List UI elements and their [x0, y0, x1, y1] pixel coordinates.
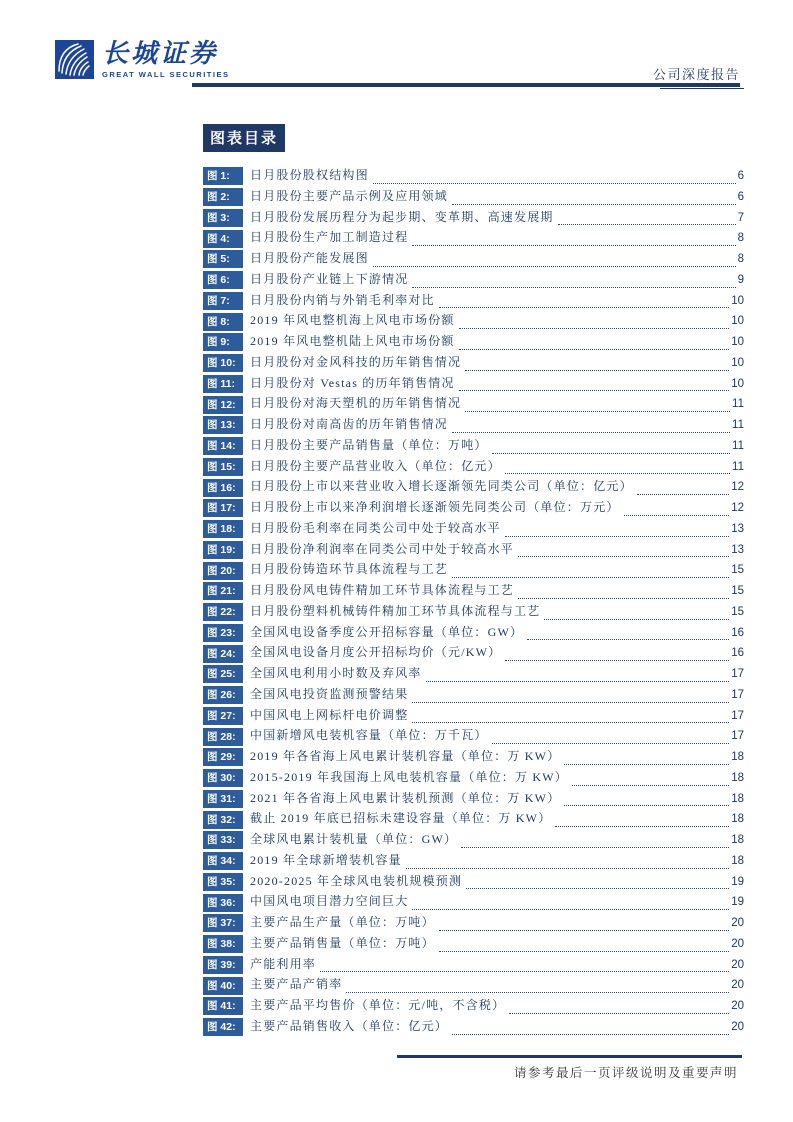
- figure-title: 主要产品产销率: [250, 977, 343, 992]
- figure-label-chip: 图 14:: [203, 437, 243, 455]
- figure-title: 日月股份塑料机械铸件精加工环节具体流程与工艺: [250, 603, 541, 618]
- page-number: 17: [731, 730, 744, 743]
- figure-label-chip: 图 35:: [203, 873, 243, 891]
- figure-title: 2019 年风电整机陆上风电市场份额: [250, 334, 455, 348]
- page-number: 18: [731, 751, 744, 763]
- page-number: 18: [731, 834, 744, 846]
- figure-label-chip: 图 28:: [203, 728, 243, 746]
- toc-entry[interactable]: [203, 955, 744, 976]
- toc-entry[interactable]: [203, 540, 744, 561]
- toc-entry[interactable]: [203, 623, 744, 644]
- dot-leader: [452, 204, 736, 205]
- toc-entry[interactable]: [203, 872, 744, 893]
- page-number: 8: [737, 232, 744, 245]
- figure-title: 主要产品销售收入（单位：亿元）: [250, 1018, 449, 1033]
- toc-entry[interactable]: [203, 809, 744, 830]
- page-number: 9: [737, 273, 744, 286]
- figure-title: 全国风电投资监测预警结果: [250, 686, 409, 701]
- dot-leader: [373, 266, 736, 267]
- figure-label-chip: 图 4:: [203, 230, 243, 248]
- page-number: 17: [731, 668, 744, 680]
- toc-entry[interactable]: [203, 975, 744, 996]
- toc-entry[interactable]: [203, 602, 744, 623]
- toc-entry[interactable]: [203, 477, 744, 498]
- toc-entry[interactable]: [203, 415, 744, 436]
- dot-leader: [492, 743, 730, 744]
- dot-leader: [509, 1013, 729, 1014]
- dot-leader: [505, 660, 729, 661]
- toc-entry[interactable]: [203, 353, 744, 374]
- dot-leader: [459, 328, 730, 329]
- header-rule-thin: [660, 88, 744, 89]
- dot-leader: [412, 702, 729, 703]
- figure-label-chip: 图 32:: [203, 811, 243, 829]
- page-number: 18: [731, 854, 744, 867]
- dot-leader: [527, 639, 729, 640]
- dot-leader: [518, 598, 729, 599]
- page-number: 18: [731, 792, 744, 805]
- page-number: 16: [731, 647, 744, 660]
- figure-label-chip: 图 33:: [203, 831, 243, 849]
- toc-entry[interactable]: [203, 913, 744, 934]
- dot-leader: [505, 473, 730, 474]
- figure-label-chip: 图 36:: [203, 894, 243, 912]
- dot-leader: [459, 390, 730, 391]
- figure-title: 日月股份股权结构图: [250, 168, 369, 182]
- page-number: 10: [731, 336, 744, 348]
- figure-label-chip: 图 40:: [203, 977, 243, 995]
- dot-leader: [439, 930, 729, 931]
- toc-entry[interactable]: [203, 249, 744, 270]
- dot-leader: [518, 556, 729, 557]
- figure-title: 截止 2019 年底已招标未建设容量（单位：万 KW）: [250, 811, 552, 826]
- toc-entry[interactable]: [203, 726, 744, 747]
- page-number: 18: [731, 813, 744, 826]
- dot-leader: [465, 411, 730, 412]
- figure-title: 日月股份风电铸件精加工环节具体流程与工艺: [250, 583, 515, 597]
- dot-leader: [426, 681, 730, 682]
- header-rule: [192, 83, 740, 87]
- page-number: 10: [731, 294, 744, 307]
- toc-list: [203, 166, 744, 1038]
- toc-entry[interactable]: [203, 187, 744, 208]
- page-number: 10: [731, 356, 744, 369]
- figure-title: 全国风电设备月度公开招标均价（元/KW）: [250, 645, 502, 660]
- toc-entry[interactable]: [203, 830, 744, 851]
- figure-title: 全国风电利用小时数及弃风率: [250, 666, 422, 680]
- brand-logo: [55, 40, 229, 79]
- figure-title: 日月股份产业链上下游情况: [250, 271, 409, 286]
- dot-leader: [572, 785, 729, 786]
- dot-leader: [564, 805, 729, 806]
- figure-label-chip: 图 15:: [203, 458, 243, 476]
- figure-label-chip: 图 34:: [203, 852, 243, 870]
- brand-logo-icon: [55, 40, 94, 79]
- figure-title: 日月股份主要产品销售量（单位：万吨）: [250, 437, 488, 452]
- figure-label-chip: 图 11:: [203, 375, 243, 393]
- page-number: 7: [737, 211, 744, 224]
- figure-title: 主要产品销售量（单位：万吨）: [250, 935, 435, 950]
- figure-title: 日月股份生产加工制造过程: [250, 230, 409, 245]
- brand-logo-text: [102, 40, 229, 79]
- page-number: 13: [731, 522, 744, 535]
- figure-title: 日月股份主要产品示例及应用领域: [250, 188, 449, 203]
- figure-title: 日月股份对 Vestas 的历年销售情况: [250, 375, 455, 390]
- toc-entry[interactable]: [203, 706, 744, 727]
- dot-leader: [505, 536, 729, 537]
- page-number: 15: [731, 605, 744, 618]
- page-number: 17: [731, 688, 744, 701]
- figure-label-chip: 图 9:: [203, 333, 243, 351]
- figure-title: 中国风电上网标杆电价调整: [250, 707, 409, 722]
- figure-label-chip: 图 38:: [203, 935, 243, 953]
- page-number: 12: [731, 502, 744, 514]
- figure-label-chip: 图 39:: [203, 956, 243, 974]
- report-type-label: 公司深度报告: [652, 67, 740, 82]
- figure-label-chip: 图 30:: [203, 769, 243, 787]
- dot-leader: [564, 764, 729, 765]
- page-number: 20: [731, 1000, 744, 1012]
- page-number: 19: [731, 875, 744, 888]
- dot-leader: [544, 619, 729, 620]
- dot-leader: [452, 432, 730, 433]
- figure-label-chip: 图 29:: [203, 748, 243, 766]
- dot-leader: [465, 370, 729, 371]
- page-number: 6: [737, 190, 744, 203]
- page-number: 16: [731, 626, 744, 639]
- page-number: 10: [731, 315, 744, 328]
- toc-entry[interactable]: [203, 1017, 744, 1038]
- dot-leader: [412, 245, 735, 246]
- figure-label-chip: 图 5:: [203, 250, 243, 268]
- dot-leader: [320, 971, 729, 972]
- figure-label-chip: 图 20:: [203, 562, 243, 580]
- figure-title: 日月股份产能发展图: [250, 251, 369, 265]
- page-number: 20: [731, 958, 744, 971]
- dot-leader: [555, 826, 729, 827]
- toc-entry[interactable]: [203, 332, 744, 353]
- footer-rule: [397, 1055, 742, 1058]
- figure-label-chip: 图 2:: [203, 188, 243, 206]
- dot-leader: [439, 307, 729, 308]
- page-number: 13: [731, 543, 744, 556]
- toc-entry[interactable]: [203, 643, 744, 664]
- figure-title: 日月股份对海天塑机的历年销售情况: [250, 396, 462, 411]
- figure-title: 中国风电项目潜力空间巨大: [250, 894, 409, 909]
- figure-label-chip: 图 21:: [203, 582, 243, 600]
- figure-title: 2019 年风电整机海上风电市场份额: [250, 313, 455, 328]
- figure-title: 2021 年各省海上风电累计装机预测（单位：万 KW）: [250, 790, 561, 805]
- toc-entry[interactable]: [203, 270, 744, 291]
- figure-title: 全球风电累计装机量（单位：GW）: [250, 832, 458, 846]
- toc-entry[interactable]: [203, 166, 744, 187]
- figure-title: 2020-2025 年全球风电装机规模预测: [250, 873, 463, 888]
- figure-label-chip: 图 13:: [203, 416, 243, 434]
- figure-title: 2015-2019 年我国海上风电装机容量（单位：万 KW）: [250, 769, 568, 784]
- dot-leader: [412, 909, 729, 910]
- figure-title: 主要产品平均售价（单位：元/吨，不含税）: [250, 998, 506, 1012]
- toc-entry[interactable]: [203, 581, 744, 602]
- figure-title: 日月股份发展历程分为起步期、变革期、高速发展期: [250, 209, 554, 224]
- page-number: 20: [731, 917, 744, 929]
- page-number: 19: [731, 896, 744, 909]
- toc-entry[interactable]: [203, 789, 744, 810]
- toc-entry[interactable]: [203, 519, 744, 540]
- figure-label-chip: 图 24:: [203, 645, 243, 663]
- toc-entry[interactable]: [203, 851, 744, 872]
- dot-leader: [492, 453, 730, 454]
- figure-label-chip: 图 22:: [203, 603, 243, 621]
- figure-title: 日月股份铸造环节具体流程与工艺: [250, 562, 449, 577]
- page-number: 18: [731, 771, 744, 784]
- toc-entry[interactable]: [203, 747, 744, 768]
- page-number: 20: [731, 937, 744, 950]
- figure-title: 产能利用率: [250, 956, 317, 971]
- figure-label-chip: 图 41:: [203, 997, 243, 1015]
- figure-label-chip: 图 16:: [203, 479, 243, 497]
- toc-entry[interactable]: [203, 685, 744, 706]
- dot-leader: [558, 224, 736, 225]
- figure-label-chip: 图 42:: [203, 1018, 243, 1036]
- figure-label-chip: 图 6:: [203, 271, 243, 289]
- dot-leader: [637, 494, 729, 495]
- dot-leader: [459, 349, 730, 350]
- figure-label-chip: 图 17:: [203, 499, 243, 517]
- dot-leader: [406, 868, 729, 869]
- figure-label-chip: 图 1:: [203, 167, 243, 185]
- dot-leader: [466, 888, 729, 889]
- figure-title: 日月股份毛利率在同类公司中处于较高水平: [250, 520, 501, 535]
- figure-title: 主要产品生产量（单位：万吨）: [250, 915, 435, 929]
- toc-entry[interactable]: [203, 892, 744, 913]
- page-number: 15: [731, 564, 744, 577]
- dot-leader: [373, 183, 736, 184]
- figure-title: 全国风电设备季度公开招标容量（单位：GW）: [250, 624, 524, 639]
- figure-label-chip: 图 23:: [203, 624, 243, 642]
- figure-label-chip: 图 25:: [203, 665, 243, 683]
- figure-title: 日月股份净利润率在同类公司中处于较高水平: [250, 541, 515, 556]
- dot-leader: [412, 722, 729, 723]
- figure-label-chip: 图 26:: [203, 686, 243, 704]
- page-number: 20: [731, 979, 744, 992]
- dot-leader: [412, 287, 735, 288]
- toc-entry[interactable]: [203, 457, 744, 478]
- figure-label-chip: 图 10:: [203, 354, 243, 372]
- toc-entry[interactable]: [203, 208, 744, 229]
- toc-entry[interactable]: [203, 436, 744, 457]
- toc-entry[interactable]: [203, 228, 744, 249]
- dot-leader: [452, 1034, 729, 1035]
- footer-disclaimer: 请参考最后一页评级说明及重要声明: [513, 1066, 738, 1080]
- figure-label-chip: 图 8:: [203, 313, 243, 331]
- page-number: 11: [732, 398, 744, 411]
- page-number: 6: [737, 170, 744, 182]
- figure-label-chip: 图 19:: [203, 541, 243, 559]
- figure-label-chip: 图 12:: [203, 396, 243, 414]
- brand-name-cn: 长城证券: [102, 39, 219, 68]
- toc-entry[interactable]: [203, 394, 744, 415]
- figure-label-chip: 图 18:: [203, 520, 243, 538]
- figure-title: 日月股份对金风科技的历年销售情况: [250, 354, 462, 369]
- dot-leader: [624, 515, 730, 516]
- page-number: 11: [732, 460, 744, 473]
- toc-entry[interactable]: [203, 996, 744, 1017]
- page-number: 11: [732, 439, 744, 452]
- figure-title: 2019 年全球新增装机容量: [250, 852, 402, 867]
- figure-label-chip: 图 31:: [203, 790, 243, 808]
- page-number: 15: [731, 585, 744, 597]
- figure-label-chip: 图 27:: [203, 707, 243, 725]
- figure-title: 2019 年各省海上风电累计装机容量（单位：万 KW）: [250, 749, 561, 763]
- toc-entry[interactable]: [203, 934, 744, 955]
- page-number: 12: [731, 481, 744, 494]
- figure-title: 日月股份主要产品营业收入（单位：亿元）: [250, 458, 501, 473]
- figure-label-chip: 图 37:: [203, 914, 243, 932]
- brand-name-en: GREAT WALL SECURITIES: [102, 70, 230, 79]
- toc-title: 图表目录: [203, 124, 285, 152]
- figure-title: 日月股份上市以来净利润增长逐渐领先同类公司（单位：万元）: [250, 500, 620, 514]
- figure-label-chip: 图 3:: [203, 209, 243, 227]
- page-number: 20: [731, 1020, 744, 1033]
- figure-title: 日月股份上市以来营业收入增长逐渐领先同类公司（单位：亿元）: [250, 479, 633, 494]
- figure-label-chip: 图 7:: [203, 292, 243, 310]
- toc-entry[interactable]: [203, 291, 744, 312]
- page-number: 8: [737, 253, 744, 265]
- figure-title: 日月股份对南高齿的历年销售情况: [250, 417, 449, 431]
- toc-entry[interactable]: [203, 664, 744, 685]
- toc-entry[interactable]: [203, 768, 744, 789]
- page-number: 17: [731, 709, 744, 722]
- dot-leader: [461, 847, 729, 848]
- dot-leader: [452, 577, 729, 578]
- figure-title: 中国新增风电装机容量（单位：万千瓦）: [250, 728, 488, 743]
- toc-entry[interactable]: [203, 498, 744, 519]
- dot-leader: [346, 992, 729, 993]
- toc-entry[interactable]: [203, 560, 744, 581]
- toc-entry[interactable]: [203, 311, 744, 332]
- page-number: 10: [731, 377, 744, 390]
- figure-title: 日月股份内销与外销毛利率对比: [250, 292, 435, 307]
- dot-leader: [439, 951, 729, 952]
- toc-entry[interactable]: [203, 374, 744, 395]
- page-number: 11: [732, 419, 744, 431]
